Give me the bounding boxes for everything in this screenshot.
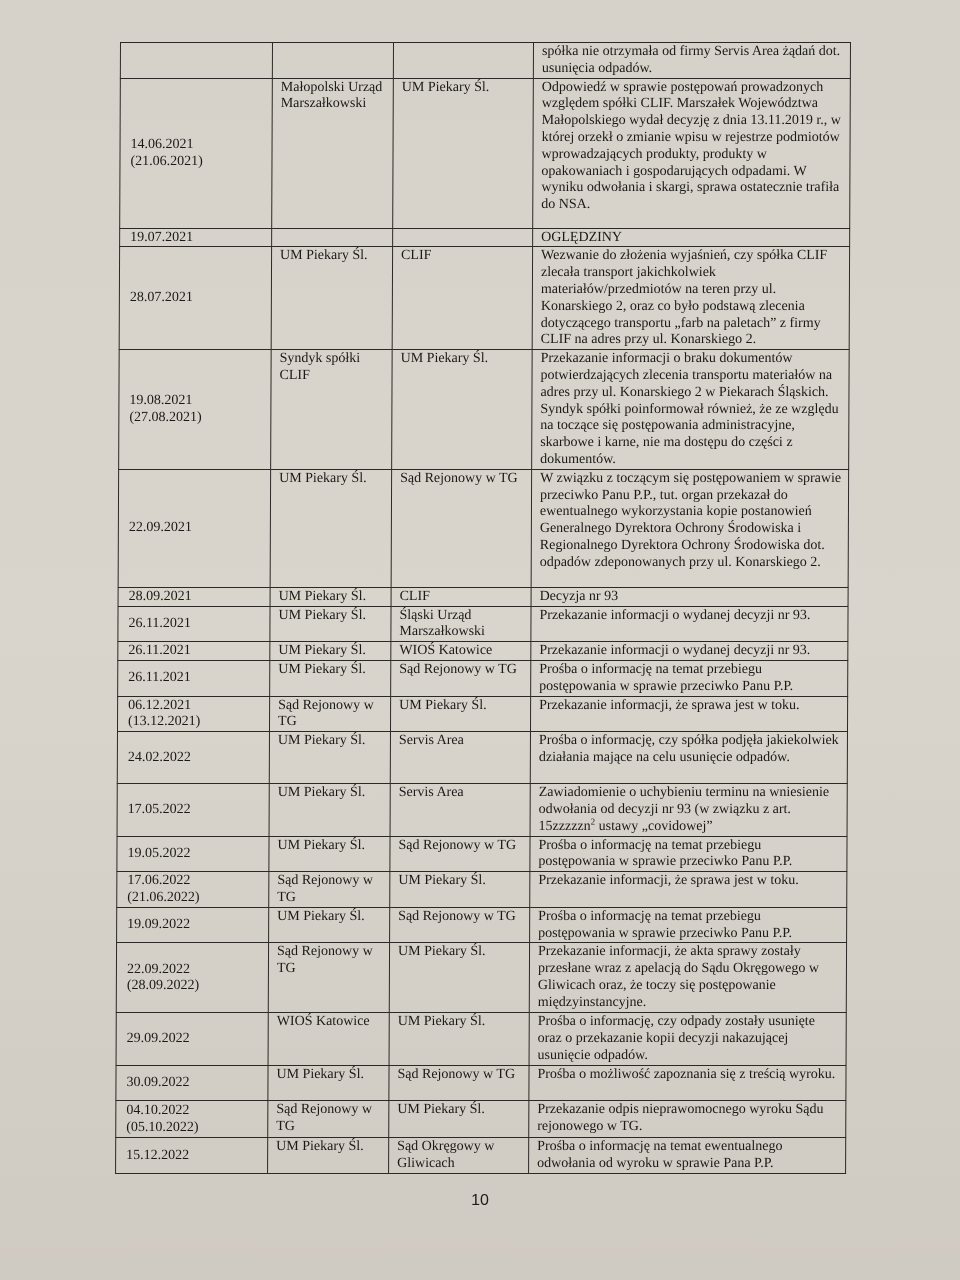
table-row bbox=[118, 660, 848, 696]
table-body bbox=[116, 43, 851, 1174]
description-cell bbox=[531, 660, 848, 696]
recipient-cell: UM Piekary Śl. bbox=[389, 1013, 529, 1066]
recipient-cell: UM Piekary Śl. bbox=[389, 943, 529, 1013]
recipient-cell bbox=[393, 228, 533, 247]
date-secondary: (21.06.2021) bbox=[130, 153, 203, 169]
recipient-cell: Sąd Rejonowy w TG bbox=[390, 907, 530, 943]
date-primary: 29.09.2022 bbox=[126, 1031, 190, 1047]
description-cell bbox=[529, 1138, 846, 1174]
recipient-cell: Sąd Rejonowy w TG bbox=[390, 836, 530, 872]
description-cell bbox=[531, 606, 848, 642]
date-primary: 30.09.2022 bbox=[126, 1075, 190, 1091]
description-text: Wezwanie do złożenia wyjaśnień, czy spółka CLIF zlecała transport jakichkolwiek materiałów/przedmiotów na teren przy ul. Konarskiego 2, oraz co było podstawą zlecenia dotyczącego transportu „farb na paletach” z firmy CLIF na adres przy ul. Konarskiego 2. bbox=[540, 248, 828, 348]
date-primary: 04.10.2022 bbox=[126, 1103, 190, 1118]
recipient-cell: UM Piekary Śl. bbox=[393, 78, 534, 228]
date-secondary: (05.10.2022) bbox=[126, 1119, 199, 1135]
sender-cell: UM Piekary Śl. bbox=[270, 587, 391, 606]
date-cell bbox=[119, 247, 271, 350]
table-row bbox=[120, 228, 850, 247]
date-primary: 26.11.2021 bbox=[128, 615, 191, 631]
description-cell bbox=[530, 872, 847, 908]
date-primary: 06.12.2021 bbox=[128, 697, 192, 713]
description-text: Prośba o informację na temat ewentualnego odwołania od wyroku w sprawie Pana P.P. bbox=[537, 1139, 783, 1172]
date-cell bbox=[120, 43, 272, 79]
description-text: Przekazanie informacji o wydanej decyzji nr 93. bbox=[539, 607, 811, 623]
table-row bbox=[120, 43, 850, 79]
description-text-continued: ustawy „covidowej” bbox=[595, 818, 713, 834]
sender-cell: UM Piekary Śl. bbox=[269, 732, 390, 784]
date-primary: 15.12.2022 bbox=[126, 1147, 190, 1163]
sender-cell: UM Piekary Śl. bbox=[270, 660, 391, 696]
table-row bbox=[119, 247, 849, 350]
description-cell bbox=[530, 907, 847, 943]
description-text: Odpowiedź w sprawie postępowań prowadzonych względem spółki CLIF. Marszałek Województwa Małopolskiego wydał decyzję z dnia 13.11.2019 r., w której orzekł o zmianie wpisu w rejestrze podmiotów wprowadzających produkty, produkty w opakowaniach i gospodarujących odpadami. W wyniku odwołania i skargi, sprawa ostatecznie trafiła do NSA. bbox=[541, 79, 841, 213]
date-cell bbox=[120, 78, 273, 228]
date-primary: 28.09.2021 bbox=[128, 588, 192, 604]
recipient-cell: CLIF bbox=[391, 587, 531, 606]
correspondence-table bbox=[115, 42, 851, 1174]
description-text: Przekazanie informacji, że sprawa jest w toku. bbox=[539, 697, 800, 713]
table-row bbox=[116, 1101, 846, 1138]
recipient-cell: UM Piekary Śl. bbox=[390, 696, 530, 732]
sender-cell: UM Piekary Śl. bbox=[269, 784, 390, 836]
date-cell bbox=[118, 587, 270, 606]
date-cell bbox=[118, 642, 270, 661]
date-primary: 19.07.2021 bbox=[130, 229, 194, 245]
description-text: Przekazanie informacji o braku dokumentów potwierdzających zlecenia transportu materiałów na adres przy ul. Konarskiego 2 w Piekarach Śląskich. Syndyk spółki poinformował również, że ze względu na toczące się postępowania administracyjne, skarbowe i karne, nie ma dostępu do części z dokumentów. bbox=[540, 351, 839, 467]
sender-cell: UM Piekary Śl. bbox=[268, 1138, 389, 1174]
recipient-cell: Sąd Rejonowy w TG bbox=[391, 469, 532, 587]
description-cell bbox=[529, 943, 846, 1013]
description-text: Decyzja nr 93 bbox=[539, 588, 619, 604]
recipient-cell: Servis Area bbox=[390, 784, 530, 836]
description-text: Przekazanie informacji o wydanej decyzji nr 93. bbox=[539, 643, 811, 659]
page-number: 10 bbox=[471, 1192, 489, 1209]
date-primary: 19.08.2021 bbox=[129, 393, 193, 409]
description-cell bbox=[533, 78, 851, 228]
recipient-cell: UM Piekary Śl. bbox=[390, 872, 530, 908]
description-cell bbox=[532, 247, 849, 350]
date-cell bbox=[116, 1013, 268, 1066]
sender-cell: Sąd Rejonowy w TG bbox=[268, 1101, 389, 1138]
date-cell bbox=[117, 696, 269, 732]
table-row bbox=[120, 78, 851, 228]
recipient-cell: Sąd Rejonowy w TG bbox=[391, 660, 531, 696]
table-row bbox=[116, 943, 846, 1013]
description-cell bbox=[531, 642, 848, 661]
description-text: Prośba o informację, czy odpady zostały usunięte oraz o przekazanie kopii decyzji nakazującej usunięcie odpadów. bbox=[537, 1014, 815, 1063]
date-secondary: (21.06.2022) bbox=[127, 889, 200, 905]
recipient-cell: Servis Area bbox=[390, 732, 530, 784]
table-row bbox=[117, 732, 847, 784]
table-row bbox=[118, 587, 848, 606]
sender-cell: UM Piekary Śl. bbox=[271, 247, 392, 350]
table-row bbox=[117, 872, 847, 908]
sender-cell: UM Piekary Śl. bbox=[268, 1066, 389, 1101]
table-row bbox=[118, 642, 848, 661]
date-primary: 22.09.2022 bbox=[126, 961, 190, 977]
date-cell bbox=[118, 606, 270, 642]
date-primary: 14.06.2021 bbox=[130, 136, 194, 152]
description-cell bbox=[529, 1101, 846, 1138]
table-row bbox=[117, 784, 847, 836]
description-text: Prośba o możliwość zapoznania się z treścią wyroku. bbox=[537, 1067, 836, 1083]
date-cell bbox=[118, 660, 270, 696]
date-cell bbox=[116, 1066, 268, 1101]
description-cell bbox=[529, 1066, 846, 1101]
sender-cell: UM Piekary Śl. bbox=[269, 907, 390, 943]
date-cell bbox=[117, 784, 269, 836]
recipient-cell: UM Piekary Śl. bbox=[392, 350, 533, 470]
description-text: Prośba o informację na temat przebiegu postępowania w sprawie przeciwko Panu P.P. bbox=[538, 837, 793, 870]
description-cell bbox=[530, 836, 847, 872]
table-row bbox=[118, 606, 848, 642]
description-cell bbox=[530, 784, 847, 836]
description-text: Przekazanie informacji, że akta sprawy zostały przesłane wraz z apelacją do Sądu Okręgowego w Gliwicach oraz, że toczy się postępowanie międzyinstancyjne. bbox=[537, 944, 820, 1010]
description-text: OGLĘDZINY bbox=[541, 229, 623, 245]
table-row bbox=[119, 350, 850, 470]
date-cell bbox=[117, 836, 269, 872]
description-text: spółka nie otrzymała od firmy Servis Area żądań dot. usunięcia odpadów. bbox=[541, 44, 841, 76]
date-primary: 22.09.2021 bbox=[128, 520, 192, 536]
sender-cell: Sąd Rejonowy w TG bbox=[268, 943, 389, 1013]
date-primary: 19.09.2022 bbox=[127, 917, 191, 933]
table-row bbox=[117, 696, 847, 732]
date-cell bbox=[117, 732, 269, 784]
description-cell bbox=[531, 587, 848, 606]
date-primary: 17.05.2022 bbox=[127, 801, 191, 817]
sender-cell: Sąd Rejonowy w TG bbox=[269, 696, 390, 732]
date-cell bbox=[119, 350, 272, 470]
date-cell bbox=[116, 1138, 268, 1174]
date-primary: 17.06.2022 bbox=[127, 873, 191, 889]
description-cell bbox=[530, 732, 847, 784]
description-text: Prośba o informację na temat przebiegu postępowania w sprawie przeciwko Panu P.P. bbox=[538, 908, 793, 941]
description-text: W związku z toczącym się postępowaniem w sprawie przeciwko Panu P.P., tut. organ przekazał do ewentualnego wykorzystania kopie postanowień Generalnego Dyrektora Ochrony Środowiska i Regionalnego Dyrektora Ochrony Środowiska dot. odpadów zdeponowanych przy ul. Konarskiego 2. bbox=[539, 470, 842, 570]
sender-cell: UM Piekary Śl. bbox=[270, 606, 391, 642]
recipient-cell: UM Piekary Śl. bbox=[389, 1101, 529, 1138]
sender-cell bbox=[272, 228, 393, 247]
date-primary: 24.02.2022 bbox=[127, 749, 191, 765]
table-row bbox=[116, 1138, 846, 1174]
description-cell bbox=[529, 1013, 846, 1066]
date-primary: 26.11.2021 bbox=[128, 670, 191, 686]
description-cell bbox=[533, 43, 850, 79]
table-row bbox=[118, 469, 849, 587]
recipient-cell: Śląski Urząd Marszałkowski bbox=[391, 606, 531, 642]
date-cell bbox=[116, 943, 268, 1013]
recipient-cell: Sąd Okręgowy w Gliwicach bbox=[389, 1138, 529, 1174]
date-primary: 26.11.2021 bbox=[128, 643, 191, 659]
sender-cell: Sąd Rejonowy w TG bbox=[269, 872, 390, 908]
table-row bbox=[116, 1066, 846, 1101]
footnote-superscript: 2 bbox=[590, 816, 596, 827]
date-secondary: (28.09.2022) bbox=[126, 978, 200, 994]
description-text: Przekazanie odpis nieprawomocnego wyroku Sądu rejonowego w TG. bbox=[537, 1102, 824, 1135]
table-row bbox=[116, 1013, 846, 1066]
sender-cell bbox=[272, 43, 393, 79]
date-cell bbox=[116, 1101, 268, 1138]
sender-cell: UM Piekary Śl. bbox=[270, 642, 391, 661]
table-row bbox=[117, 836, 847, 872]
recipient-cell: Sąd Rejonowy w TG bbox=[389, 1066, 529, 1101]
date-cell bbox=[120, 228, 272, 247]
date-secondary: (13.12.2021) bbox=[128, 714, 201, 730]
description-cell bbox=[533, 228, 850, 247]
sender-cell: UM Piekary Śl. bbox=[270, 469, 392, 587]
description-text: Prośba o informację, czy spółka podjęła jakiekolwiek działania mające na celu usunięcie odpadów. bbox=[538, 733, 839, 765]
description-cell bbox=[532, 350, 850, 470]
description-text: Zawiadomienie o uchybieniu terminu na wniesienie odwołania od decyzji nr 93 (w związku z art. 15zzzzzn bbox=[538, 785, 830, 834]
sender-cell: UM Piekary Śl. bbox=[269, 836, 390, 872]
date-primary: 19.05.2022 bbox=[127, 845, 191, 861]
sender-cell: WIOŚ Katowice bbox=[268, 1013, 389, 1066]
date-primary: 28.07.2021 bbox=[129, 290, 193, 306]
table-row bbox=[117, 907, 847, 943]
sender-cell: Małopolski Urząd Marszałkowski bbox=[272, 78, 394, 228]
date-secondary: (27.08.2021) bbox=[129, 409, 202, 425]
date-cell bbox=[117, 872, 269, 908]
recipient-cell: WIOŚ Katowice bbox=[391, 642, 531, 661]
description-text: Prośba o informację na temat przebiegu postępowania w sprawie przeciwko Panu P.P. bbox=[539, 661, 794, 694]
recipient-cell bbox=[393, 43, 533, 79]
date-cell bbox=[118, 469, 271, 587]
description-cell bbox=[531, 469, 849, 587]
description-text: Przekazanie informacji, że sprawa jest w toku. bbox=[538, 873, 799, 889]
recipient-cell: CLIF bbox=[392, 247, 532, 350]
description-cell bbox=[530, 696, 847, 732]
sender-cell: Syndyk spółki CLIF bbox=[271, 350, 393, 470]
date-cell bbox=[117, 907, 269, 943]
